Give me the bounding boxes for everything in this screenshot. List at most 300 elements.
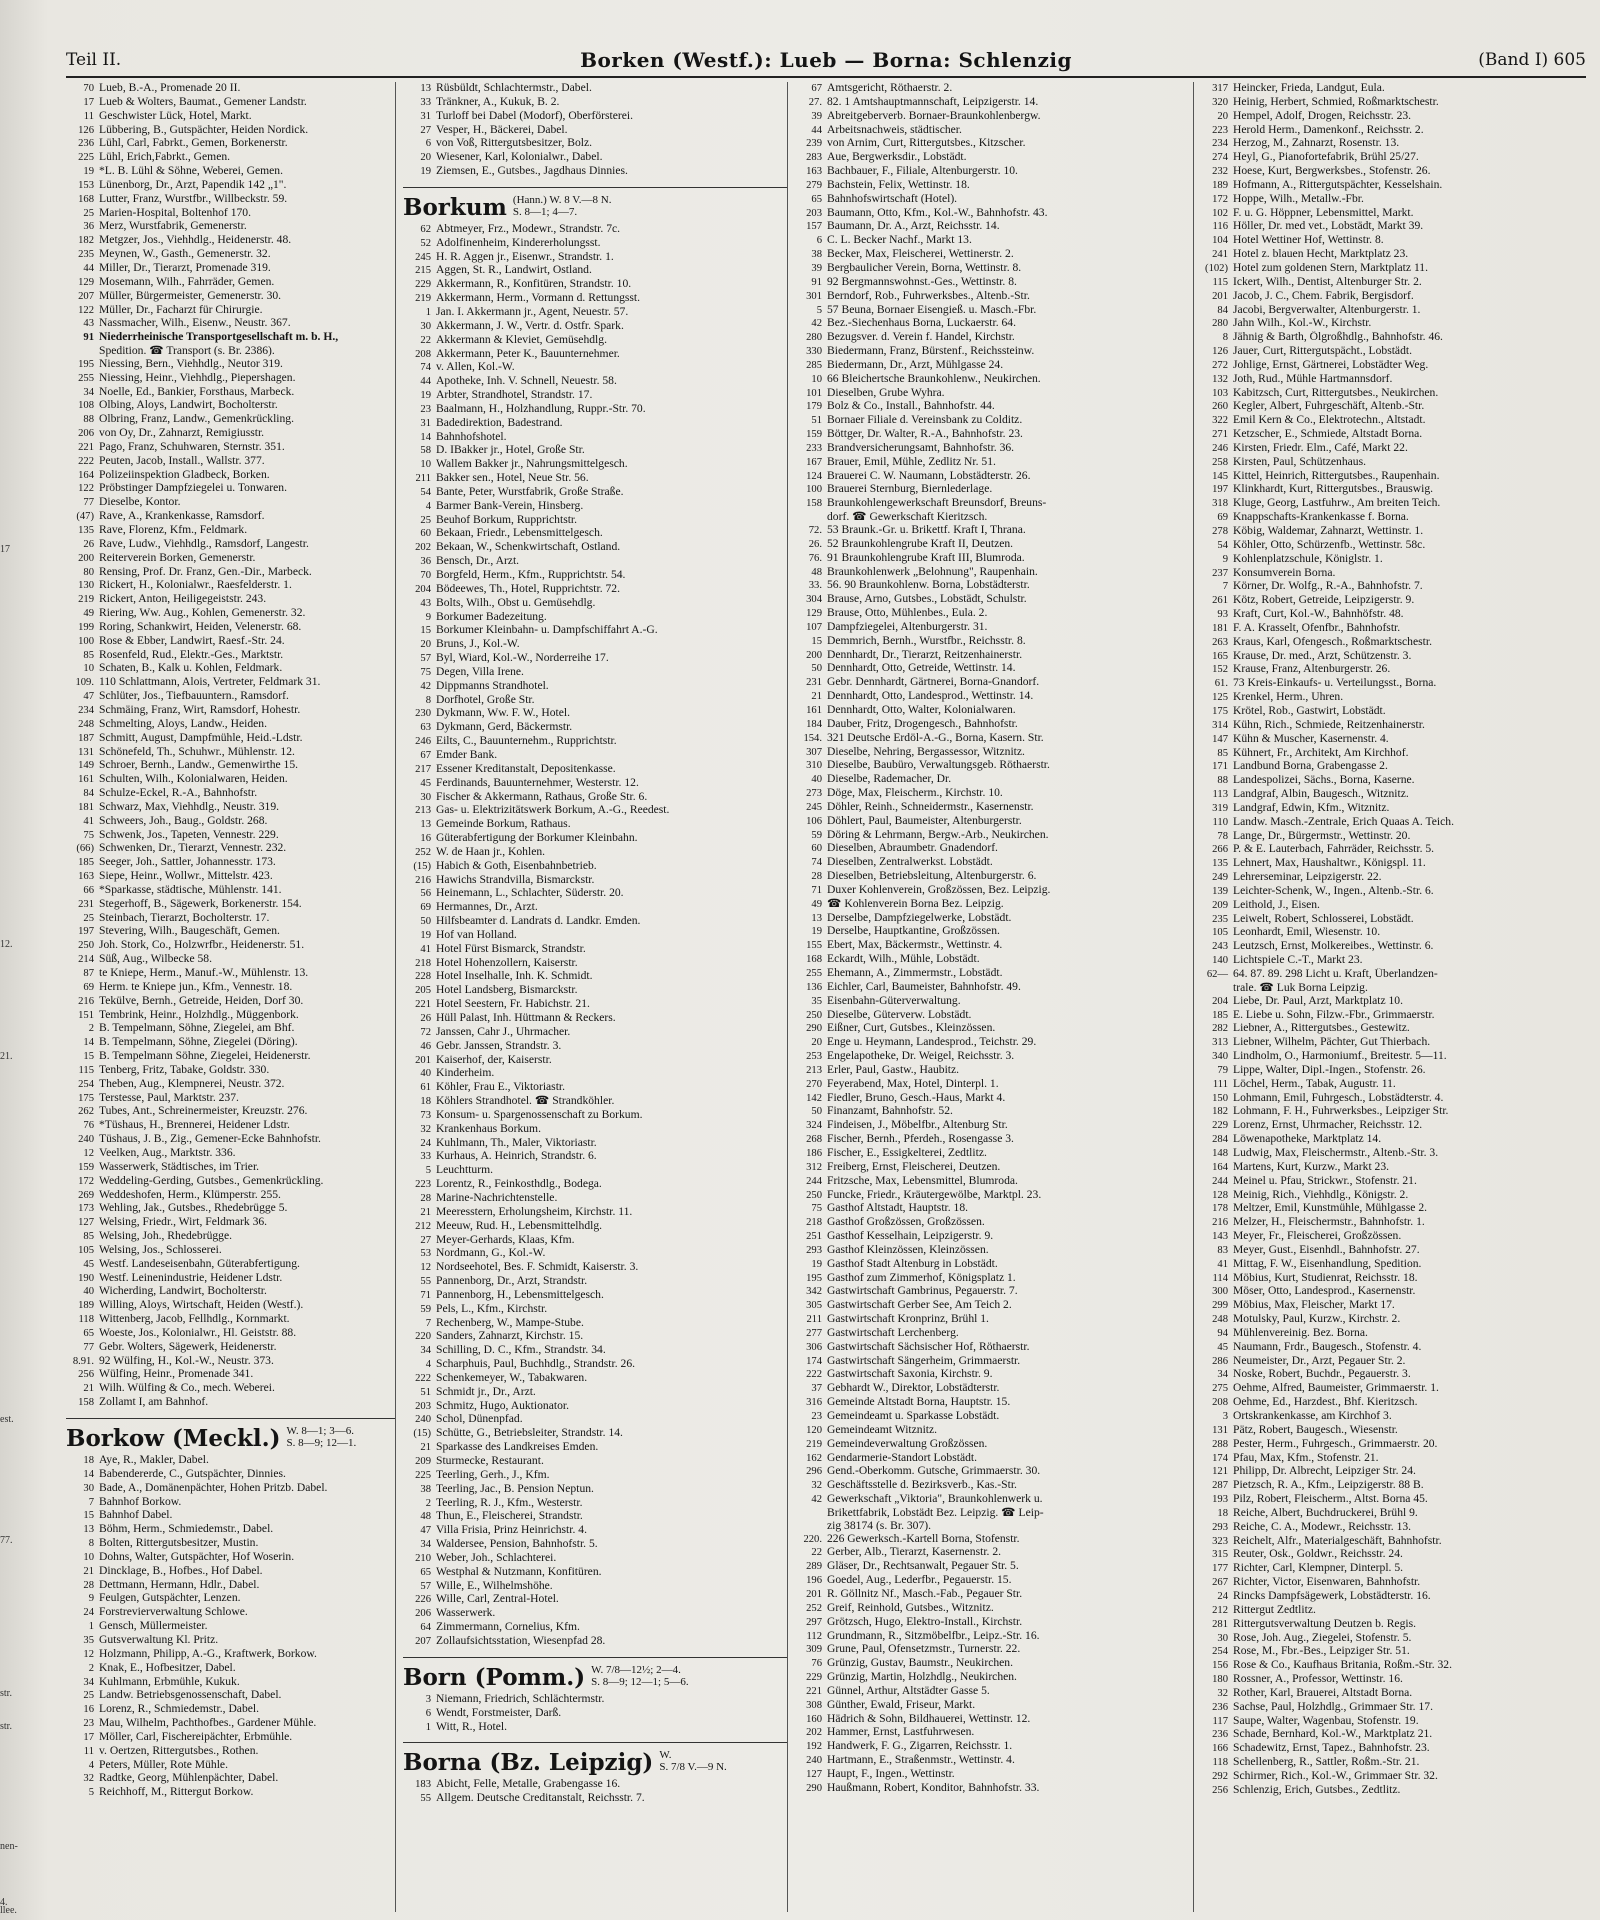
subscriber-text: Borkumer Kleinbahn- u. Dampfschiffahrt A.-G.: [436, 624, 658, 637]
subscriber-text: Bekaan, W., Schenkwirtschaft, Ostland.: [436, 541, 621, 554]
subscriber-text: *Sparkasse, städtische, Mühlenstr. 141.: [99, 883, 282, 896]
directory-entry: [1200, 1009, 1586, 1023]
phone-number: 161: [806, 704, 822, 716]
phone-number: 201: [1212, 290, 1228, 302]
subscriber-text: 53 Braunk.-Gr. u. Brikettf. Kraft I, Thrana.: [827, 524, 1026, 536]
directory-entry: [794, 842, 1194, 856]
directory-entry: [1200, 1327, 1586, 1341]
phone-number: 183: [415, 1779, 431, 1791]
directory-entry: [794, 967, 1194, 981]
subscriber-text: Gasthof Stadt Altenburg in Lobstädt.: [827, 1257, 998, 1270]
column-2: [403, 82, 788, 1912]
town-heading: [66, 1418, 396, 1452]
subscriber-text: Richter, Carl, Klempner, Dinterpl. 5.: [1233, 1562, 1404, 1575]
subscriber-text: Schulten, Wilh., Kolonialwaren, Heiden.: [99, 773, 288, 786]
subscriber-text: Reiterverein Borken, Gemenerstr.: [99, 551, 256, 564]
directory-entry: [66, 1272, 396, 1286]
directory-entry: [794, 317, 1194, 331]
directory-entry: [403, 1081, 788, 1095]
directory-entry: [1200, 1452, 1586, 1466]
phone-number: 70: [83, 83, 94, 94]
subscriber-text: Jahn Wilh., Kol.-W., Kirchstr.: [1233, 317, 1372, 330]
subscriber-text: Findeisen, J., Möbelfbr., Altenburg Str.: [827, 1119, 1008, 1132]
subscriber-text: Becker, Max, Fleischerei, Wettinerstr. 2.: [827, 248, 1014, 261]
subscriber-text: Landgraf, Edwin, Kfm., Witznitz.: [1233, 801, 1390, 814]
phone-number: 314: [1212, 719, 1228, 731]
phone-number: 190: [78, 1272, 94, 1284]
phone-number: 233: [806, 442, 822, 454]
subscriber-text: Fischer & Akkermann, Rathaus, Große Str. 6.: [436, 790, 648, 803]
subscriber-text: Gasthof Kesselhain, Leipzigerstr. 9.: [827, 1230, 994, 1243]
directory-entry: [66, 552, 396, 566]
phone-number: 42: [811, 1494, 822, 1506]
subscriber-text: Babendererde, C., Gutspächter, Dinnies.: [99, 1467, 286, 1480]
phone-number: 243: [1212, 941, 1228, 953]
subscriber-text: Rensing, Prof. Dr. Franz, Gen.-Dir., Marbeck.: [99, 565, 312, 578]
subscriber-text: Pannenborg, Dr., Arzt, Strandstr.: [436, 1275, 588, 1288]
subscriber-text: Wasserwerk.: [436, 1607, 496, 1620]
subscriber-text: Bade, A., Domänenpächter, Hohen Pritzb. Dabel.: [99, 1481, 328, 1494]
directory-entry: [794, 925, 1194, 939]
subscriber-text: Wille, E., Wilhelmshöhe.: [436, 1579, 553, 1592]
phone-number: 59: [811, 829, 822, 841]
phone-number: 277: [806, 1327, 822, 1339]
phone-number: 18: [1217, 1507, 1228, 1519]
subscriber-text: Bolz & Co., Install., Bahnhofstr. 44.: [827, 400, 995, 413]
directory-entry: [403, 874, 788, 888]
subscriber-text: Geschäftsstelle d. Bezirksverb., Kas.-Str.: [827, 1479, 1017, 1492]
directory-entry: [1200, 1715, 1586, 1729]
subscriber-text: Herzog, M., Zahnarzt, Rosenstr. 13.: [1233, 137, 1400, 150]
phone-number: 76: [83, 1120, 94, 1132]
subscriber-text: Brauer, Emil, Mühle, Zedlitz Nr. 51.: [827, 455, 996, 468]
subscriber-text: Naumann, Frdr., Baugesch., Stofenstr. 4.: [1233, 1340, 1422, 1353]
phone-number: 213: [415, 805, 431, 817]
phone-number: 254: [78, 1078, 94, 1090]
phone-number: 301: [806, 290, 822, 302]
subscriber-text: Duxer Kohlenverein, Großzössen, Bez. Leipzig.: [827, 883, 1051, 896]
subscriber-text: Möbius, Kurt, Studienrat, Reichsstr. 18.: [1233, 1271, 1418, 1284]
subscriber-text: 321 Deutsche Erdöl-A.-G., Borna, Kasern. Str.: [827, 731, 1044, 744]
directory-entry: [1200, 345, 1586, 359]
directory-entry: [403, 998, 788, 1012]
phone-number: 320: [1212, 96, 1228, 108]
directory-entry: [403, 1261, 788, 1275]
directory-entry: [794, 552, 1194, 566]
directory-entry: [1200, 1036, 1586, 1050]
directory-entry: [794, 193, 1194, 207]
subscriber-text: Kötz, Robert, Getreide, Leipzigerstr. 9.: [1233, 594, 1415, 607]
subscriber-text: Kühnert, Fr., Architekt, Am Kirchhof.: [1233, 746, 1409, 759]
subscriber-text: Dieselbe, Rademacher, Dr.: [827, 773, 952, 786]
directory-entry: [403, 1289, 788, 1303]
phone-number: 15: [83, 1510, 94, 1522]
subscriber-text: Schmitt, August, Dampfmühle, Heid.-Ldstr.: [99, 731, 303, 744]
subscriber-text: Pietzsch, R. A., Kfm., Leipzigerstr. 88 B.: [1233, 1479, 1424, 1492]
phone-number: 260: [1212, 401, 1228, 413]
phone-number: 27.: [808, 96, 822, 108]
directory-entry: [66, 1202, 396, 1216]
subscriber-text: Kinderheim.: [436, 1067, 495, 1080]
subscriber-text: Meynen, W., Gasth., Gemenerstr. 32.: [99, 248, 271, 261]
phone-number: 15: [420, 625, 431, 637]
directory-entry: [794, 1410, 1194, 1424]
subscriber-text: Schwenken, Dr., Tierarzt, Vennestr. 232.: [99, 842, 287, 855]
subscriber-text: Konsum- u. Spargenossenschaft zu Borkum.: [436, 1108, 643, 1121]
phone-number: 13: [420, 83, 431, 94]
phone-number: 270: [806, 1078, 822, 1090]
directory-columns: [66, 82, 1586, 1912]
phone-number: 251: [806, 1231, 822, 1243]
subscriber-text: Eilts, C., Bauunternehm., Rupprichtstr.: [436, 735, 617, 748]
directory-entry: [66, 1230, 396, 1244]
phone-number: 13: [811, 912, 822, 924]
phone-number: 14: [420, 431, 431, 443]
directory-entry: [1200, 677, 1586, 691]
directory-entry: [403, 1413, 788, 1427]
subscriber-text: Sparkasse des Landkreises Emden.: [436, 1441, 599, 1454]
directory-entry: [794, 1546, 1194, 1560]
phone-number: 43: [83, 318, 94, 330]
subscriber-text: Knappschafts-Krankenkasse f. Borna.: [1233, 511, 1409, 524]
directory-entry: [1200, 802, 1586, 816]
phone-number: 9: [425, 611, 431, 623]
phone-number: 21: [83, 1565, 94, 1577]
phone-number: 77: [83, 1341, 94, 1353]
phone-number: 154.: [803, 732, 822, 744]
subscriber-text: E. Liebe u. Sohn, Filzw.-Fbr., Grimmaerstr.: [1233, 1008, 1435, 1021]
subscriber-text: Stegerhoff, B., Sägewerk, Borkenerstr. 154.: [99, 897, 302, 910]
directory-entry: [1200, 691, 1586, 705]
phone-number: 300: [1212, 1286, 1228, 1298]
directory-entry: [1200, 262, 1586, 276]
directory-entry: [1200, 843, 1586, 857]
directory-entry: [403, 1123, 788, 1137]
phone-number: 69: [420, 902, 431, 914]
subscriber-text: Baumann, Otto, Kfm., Kol.-W., Bahnhofstr. 43.: [827, 206, 1048, 219]
subscriber-text: Feyerabend, Max, Hotel, Dinterpl. 1.: [827, 1077, 999, 1090]
subscriber-text: Olbring, Franz, Landw., Gemenkrückling.: [99, 413, 295, 426]
subscriber-text: Westf. Landeseisenbahn, Güterabfertigung.: [99, 1257, 300, 1270]
phone-number: 248: [78, 718, 94, 730]
subscriber-text: Ketzscher, E., Schmiede, Altstadt Borna.: [1233, 428, 1423, 441]
directory-entry: [66, 386, 396, 400]
directory-entry: [403, 943, 788, 957]
subscriber-text: Schaten, B., Kalk u. Kohlen, Feldmark.: [99, 662, 283, 675]
phone-number: 201: [806, 1588, 822, 1600]
phone-number: 174: [806, 1355, 822, 1367]
subscriber-text: *Tüshaus, H., Brennerei, Heidener Ldstr.: [99, 1119, 290, 1132]
phone-number: 60: [420, 528, 431, 540]
directory-entry: [1200, 290, 1586, 304]
subscriber-text: Lorenz, R., Schmiedemstr., Dabel.: [99, 1703, 260, 1716]
subscriber-text: Landw. Masch.-Zentrale, Erich Quaas A. Teich.: [1233, 815, 1454, 828]
subscriber-text: Landgraf, Albin, Baugesch., Witznitz.: [1233, 788, 1409, 801]
phone-number: 250: [78, 940, 94, 952]
directory-entry: [66, 469, 396, 483]
subscriber-text: Akkermann, Herm., Vormann d. Rettungsst.: [436, 292, 641, 305]
subscriber-text: Sachse, Paul, Holzhdlg., Grimmaer Str. 17.: [1233, 1700, 1433, 1713]
phone-number: 147: [1212, 733, 1228, 745]
phone-number: 88: [1217, 775, 1228, 787]
directory-entry: [66, 662, 396, 676]
phone-number: 287: [1212, 1480, 1228, 1492]
subscriber-text: Finanzamt, Bahnhofstr. 52.: [827, 1105, 953, 1118]
phone-number: 12: [83, 1147, 94, 1159]
subscriber-text: Tenberg, Fritz, Tabake, Goldstr. 330.: [99, 1063, 270, 1076]
directory-entry: [794, 801, 1194, 815]
subscriber-text: Johlige, Ernst, Gärtnerei, Lobstädter Weg.: [1233, 358, 1429, 371]
directory-entry: [66, 1368, 396, 1382]
directory-entry: [403, 1721, 788, 1735]
subscriber-text: Hermannes, Dr., Arzt.: [436, 901, 538, 914]
subscriber-text: Wehling, Jak., Gutsbes., Rhedebrügge 5.: [99, 1202, 288, 1215]
phone-number: 13: [83, 1524, 94, 1536]
subscriber-text: P. & E. Lauterbach, Fahrräder, Reichsstr. 5.: [1233, 843, 1435, 856]
subscriber-text: Dennhardt, Otto, Walter, Kolonialwaren.: [827, 703, 1016, 716]
directory-entry: [66, 1341, 396, 1355]
subscriber-text: Teerling, Jac., B. Pension Neptun.: [436, 1482, 594, 1495]
phone-number: 18: [83, 1455, 94, 1466]
phone-number: 203: [415, 1400, 431, 1412]
subscriber-text: Möller, Carl, Fischereipächter, Erbmühle.: [99, 1730, 293, 1743]
directory-entry: [794, 1382, 1194, 1396]
phone-number: 185: [1212, 1009, 1228, 1021]
phone-number: 284: [1212, 1134, 1228, 1146]
phone-number: 236: [1212, 1729, 1228, 1741]
subscriber-text: Müller, Dr., Facharzt für Chirurgie.: [99, 303, 263, 316]
subscriber-text: Steinbach, Tierarzt, Bocholterstr. 17.: [99, 911, 270, 924]
volume-page-number: (Band I) 605: [1478, 50, 1586, 70]
phone-number: 6: [425, 138, 431, 150]
subscriber-text: 52 Braunkohlengrube Kraft II, Deutzen.: [827, 537, 1014, 550]
subscriber-text: *L. B. Lühl & Söhne, Weberei, Gemen.: [99, 165, 283, 178]
subscriber-text: Teerling, Gerh., J., Kfm.: [436, 1468, 550, 1481]
directory-entry: [66, 925, 396, 939]
phone-number: 93: [1217, 609, 1228, 621]
phone-number: (102): [1205, 262, 1228, 274]
subscriber-text: Biedermann, Dr., Arzt, Mühlgasse 24.: [827, 358, 1004, 371]
subscriber-text: Hotel Landsberg, Bismarckstr.: [436, 984, 578, 997]
subscriber-text: Westf. Leinenindustrie, Heidener Ldstr.: [99, 1271, 283, 1284]
subscriber-text: H. R. Aggen jr., Eisenwr., Strandstr. 1.: [436, 250, 614, 263]
subscriber-text: Gasthof zum Zimmerhof, Königsplatz 1.: [827, 1271, 1016, 1284]
phone-number: 8: [88, 1538, 94, 1550]
directory-entry: [403, 887, 788, 901]
phone-number: 282: [1212, 1023, 1228, 1035]
phone-number: 23: [83, 1718, 94, 1730]
phone-number: 5: [88, 1787, 94, 1799]
phone-number: 207: [415, 1635, 431, 1647]
directory-entry: [1200, 1147, 1586, 1161]
subscriber-text: Kirsten, Friedr. Elm., Café, Markt 22.: [1233, 441, 1408, 454]
directory-entry: [794, 220, 1194, 234]
phone-number: 293: [806, 1244, 822, 1256]
directory-entry: [403, 514, 788, 528]
town-name: Borkow (Meckl.): [66, 1425, 281, 1452]
directory-entry: [794, 579, 1194, 593]
directory-entry: [794, 1465, 1194, 1479]
phone-number: 31: [420, 417, 431, 429]
phone-number: 220.: [803, 1533, 822, 1545]
phone-number: 17: [83, 96, 94, 108]
subscriber-text: Schmäing, Franz, Wirt, Ramsdorf, Hohestr.: [99, 703, 301, 716]
page-header: [66, 44, 1586, 74]
directory-entry: [66, 649, 396, 663]
subscriber-text: Rave, Florenz, Kfm., Feldmark.: [99, 524, 248, 536]
directory-entry: [794, 262, 1194, 276]
directory-entry: [794, 690, 1194, 704]
part-label: Teil II.: [66, 50, 122, 70]
phone-number: 222: [415, 1372, 431, 1384]
phone-number: 102: [1212, 207, 1228, 219]
phone-number: 234: [1212, 138, 1228, 150]
phone-number: 226: [415, 1594, 431, 1606]
phone-number: 53: [420, 1248, 431, 1260]
directory-entry: [794, 732, 1194, 746]
phone-number: 125: [1212, 692, 1228, 704]
subscriber-text: Löchel, Herm., Tabak, Augustr. 11.: [1233, 1077, 1396, 1090]
phone-number: 166: [1212, 1743, 1228, 1755]
subscriber-text: Jähnig & Barth, Ölgroßhdlg., Bahnhofstr. 46.: [1233, 331, 1443, 344]
town-name: Borna (Bz. Leipzig): [403, 1749, 654, 1777]
directory-entry: [794, 110, 1194, 124]
phone-number: 181: [1212, 622, 1228, 634]
directory-entry: [66, 1285, 396, 1299]
directory-entry: [403, 611, 788, 625]
subscriber-text: Gas- u. Elektrizitätswerk Borkum, A.-G., Reedest.: [436, 804, 670, 817]
subscriber-text: Schilling, D. C., Kfm., Strandstr. 34.: [436, 1344, 606, 1357]
directory-entry: [403, 915, 788, 929]
phone-number: 196: [806, 1575, 822, 1587]
phone-number: 75: [811, 1203, 822, 1215]
directory-entry: [794, 1189, 1194, 1203]
subscriber-text: Gastwirtschaft Saxonia, Kirchstr. 9.: [827, 1368, 993, 1381]
subscriber-text: Riering, Ww. Aug., Kohlen, Gemenerstr. 32.: [99, 607, 306, 620]
subscriber-text: Barmer Bank-Verein, Hinsberg.: [436, 499, 584, 512]
subscriber-text: Hädrich & Sohn, Bildhauerei, Wettinstr. 12.: [827, 1712, 1031, 1725]
directory-entry: [66, 981, 396, 995]
directory-entry: [403, 1317, 788, 1331]
subscriber-text: F. u. G. Höppner, Lebensmittel, Markt.: [1233, 206, 1414, 219]
subscriber-text: Melzer, H., Fleischermstr., Bahnhofstr. 1.: [1233, 1216, 1425, 1229]
directory-entry: [403, 860, 788, 874]
page-title: Borken (Westf.): Lueb — Borna: Schlenzig: [580, 48, 1072, 72]
subscriber-text: Schadewitz, Ernst, Tapez., Bahnhofstr. 23.: [1233, 1742, 1430, 1755]
directory-entry: [66, 524, 396, 538]
directory-entry: [1200, 110, 1586, 124]
phone-number: 255: [806, 968, 822, 979]
phone-number: 283: [806, 152, 822, 164]
subscriber-text: Noelle, Ed., Bankier, Forsthaus, Marbeck.: [99, 385, 295, 398]
subscriber-text: Bahnhof Dabel.: [99, 1509, 173, 1522]
directory-entry: [66, 207, 396, 221]
phone-number: 5: [816, 304, 822, 316]
subscriber-text: Eichler, Carl, Baumeister, Bahnhofstr. 49.: [827, 980, 1021, 993]
subscriber-text: Lühl, Carl, Fabrkt., Gemen, Borkenerstr.: [99, 137, 288, 150]
phone-number: 85: [1217, 747, 1228, 759]
subscriber-text: Neumeister, Dr., Arzt, Pegauer Str. 2.: [1233, 1354, 1406, 1367]
directory-entry: [403, 1455, 788, 1469]
subscriber-text: Saupe, Walter, Wagenbau, Stofenstr. 19.: [1233, 1714, 1419, 1727]
subscriber-text: Nassmacher, Wilh., Eisenw., Neustr. 367.: [99, 317, 291, 330]
subscriber-text: Gebhardt W., Direktor, Lobstädterstr.: [827, 1382, 1000, 1395]
directory-entry: [66, 1244, 396, 1258]
directory-entry: [1200, 165, 1586, 179]
subscriber-text: Siepe, Heinr., Wollwr., Mittelstr. 423.: [99, 870, 273, 883]
subscriber-text: Kurhaus, A. Heinrich, Strandstr. 6.: [436, 1150, 597, 1163]
directory-entry: [1200, 1770, 1586, 1784]
phone-number: 4: [88, 1759, 94, 1771]
directory-entry: [794, 1022, 1194, 1036]
directory-entry: [794, 884, 1194, 898]
directory-entry: [66, 815, 396, 829]
subscriber-text: Eckardt, Wilh., Mühle, Lobstädt.: [827, 953, 980, 966]
subscriber-text: Brikettfabrik, Lobstädt Bez. Leipzig. ☎ Leip-: [827, 1506, 1044, 1519]
phone-number: 47: [83, 691, 94, 703]
directory-entry: [794, 1105, 1194, 1119]
subscriber-text: Biedermann, Franz, Bürstenf., Reichssteinw.: [827, 345, 1035, 358]
directory-entry: [403, 666, 788, 680]
phone-number: 240: [415, 1414, 431, 1426]
subscriber-text: Byl, Wiard, Kol.-W., Norderreihe 17.: [436, 652, 609, 665]
subscriber-text: Janssen, Cahr J., Uhrmacher.: [436, 1025, 571, 1038]
subscriber-text: Radtke, Georg, Mühlenpächter, Dabel.: [99, 1772, 279, 1785]
directory-entry: [66, 331, 396, 345]
phone-number: 126: [78, 124, 94, 136]
directory-entry: [794, 234, 1194, 248]
directory-entry: [794, 1147, 1194, 1161]
phone-number: 55: [420, 1276, 431, 1288]
phone-number: 10: [83, 663, 94, 675]
subscriber-text: Krenkel, Herm., Uhren.: [1233, 691, 1344, 704]
directory-entry: [66, 1382, 396, 1396]
directory-entry: [794, 995, 1194, 1009]
phone-number: 174: [1212, 1452, 1228, 1464]
subscriber-text: Lorenz, Ernst, Uhrmacher, Reichsstr. 12.: [1233, 1119, 1423, 1132]
subscriber-text: Rincks Dampfsägewerk, Lobstädterstr. 16.: [1233, 1589, 1431, 1602]
phone-number: 175: [1212, 705, 1228, 717]
phone-number: 74: [420, 362, 431, 374]
directory-entry: [66, 1092, 396, 1106]
subscriber-text: 57 Beuna, Bornaer Eisengieß. u. Masch.-Fbr.: [827, 303, 1037, 316]
subscriber-text: Grundmann, R., Sitzmöbelfbr., Leipz.-Str. 16.: [827, 1629, 1040, 1642]
phone-number: 197: [1212, 484, 1228, 496]
phone-number: 1: [425, 1721, 431, 1733]
subscriber-text: Liebner, Wilhelm, Pächter, Gut Thierbach.: [1233, 1036, 1431, 1049]
phone-number: 50: [811, 1106, 822, 1118]
directory-entry: [1200, 539, 1586, 553]
phone-number: 197: [78, 926, 94, 938]
subscriber-text: Gemeindeamt u. Sparkasse Lobstädt.: [827, 1410, 1000, 1422]
subscriber-text: Mau, Wilhelm, Pachthofbes., Gardener Mühle.: [99, 1717, 317, 1730]
subscriber-text: Hofmann, A., Rittergutspächter, Kesselshain.: [1233, 178, 1443, 191]
header-rule: [66, 76, 1586, 78]
phone-number: 135: [1212, 858, 1228, 870]
phone-number: 193: [1212, 1494, 1228, 1506]
phone-number: 252: [415, 846, 431, 858]
phone-number: 40: [420, 1068, 431, 1080]
subscriber-text: Krötel, Rob., Gastwirt, Lobstädt.: [1233, 704, 1386, 717]
directory-entry: [66, 427, 396, 441]
phone-number: 173: [78, 1203, 94, 1215]
phone-number: 116: [1212, 221, 1228, 233]
phone-number: 25: [420, 514, 431, 526]
phone-number: 195: [806, 1272, 822, 1284]
subscriber-text: Scharphuis, Paul, Buchhdlg., Strandstr. 26.: [436, 1358, 636, 1371]
directory-entry: [794, 1657, 1194, 1671]
subscriber-text: Köbig, Waldemar, Zahnarzt, Wettinstr. 1.: [1233, 525, 1424, 537]
